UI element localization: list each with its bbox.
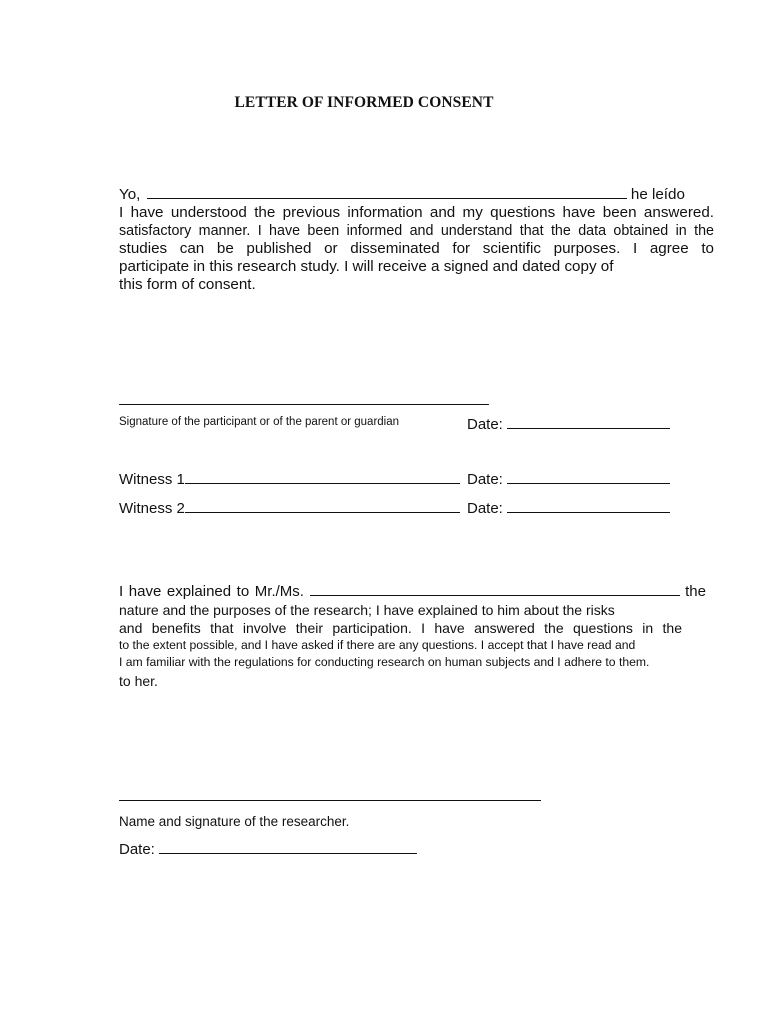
- witness-1-blank[interactable]: [185, 483, 460, 484]
- consent-line: participate in this research study. I will receive a signed and dated copy of: [119, 258, 614, 275]
- date-label: Date:: [467, 500, 503, 517]
- date-blank[interactable]: [159, 853, 417, 854]
- witness-1-field: [119, 471, 460, 488]
- researcher-name-line: [119, 583, 706, 601]
- witness-2-field: [119, 500, 460, 517]
- consent-paragraph: [119, 186, 714, 294]
- witness-2-date-field: [467, 500, 670, 517]
- researcher-statement-line: nature and the purposes of the research; I have explained to him about the risks: [119, 602, 615, 618]
- consent-line: satisfactory manner. I have been informed and understand that the data obtained in the: [119, 223, 714, 239]
- witness-2-label: Witness 2: [119, 500, 185, 517]
- researcher-statement-tail: the: [685, 583, 706, 600]
- researcher-statement-line: to the extent possible, and I have asked if there are any questions. I accept that I have read and: [119, 638, 636, 652]
- participant-date-field: [467, 416, 670, 433]
- researcher-signature-line[interactable]: [119, 800, 541, 801]
- date-blank[interactable]: [507, 512, 670, 513]
- consent-line: studies can be published or disseminated for scientific purposes. I agree to: [119, 240, 714, 257]
- document-title: LETTER OF INFORMED CONSENT: [234, 94, 494, 111]
- consent-line: this form of consent.: [119, 276, 256, 293]
- consent-lead: Yo,: [119, 186, 141, 203]
- date-blank[interactable]: [507, 483, 670, 484]
- consent-tail: he leído: [630, 186, 685, 203]
- subject-name-blank[interactable]: [310, 595, 680, 596]
- date-label: Date:: [467, 471, 503, 488]
- witness-1-label: Witness 1: [119, 471, 185, 488]
- researcher-date-field: [119, 841, 417, 858]
- researcher-statement-lead: I have explained to Mr./Ms.: [119, 583, 304, 600]
- researcher-statement-line: and benefits that involve their participation. I have answered the questions in the: [119, 620, 682, 636]
- witness-2-blank[interactable]: [185, 512, 460, 513]
- participant-signature-line[interactable]: [119, 404, 489, 405]
- researcher-signature-label: Name and signature of the researcher.: [119, 814, 350, 829]
- researcher-statement: [119, 583, 706, 691]
- date-label: Date:: [119, 841, 155, 858]
- date-blank[interactable]: [507, 428, 670, 429]
- researcher-statement-line: I am familiar with the regulations for conducting research on human subjects and I adhere to them.: [119, 655, 650, 669]
- participant-name-blank[interactable]: [147, 198, 627, 199]
- researcher-statement-line: to her.: [119, 673, 158, 689]
- date-label: Date:: [467, 416, 503, 433]
- participant-signature-label: Signature of the participant or of the parent or guardian: [119, 416, 400, 428]
- witness-1-date-field: [467, 471, 670, 488]
- consent-name-line: [119, 186, 714, 204]
- consent-line: I have understood the previous information and my questions have been answered.: [119, 204, 714, 221]
